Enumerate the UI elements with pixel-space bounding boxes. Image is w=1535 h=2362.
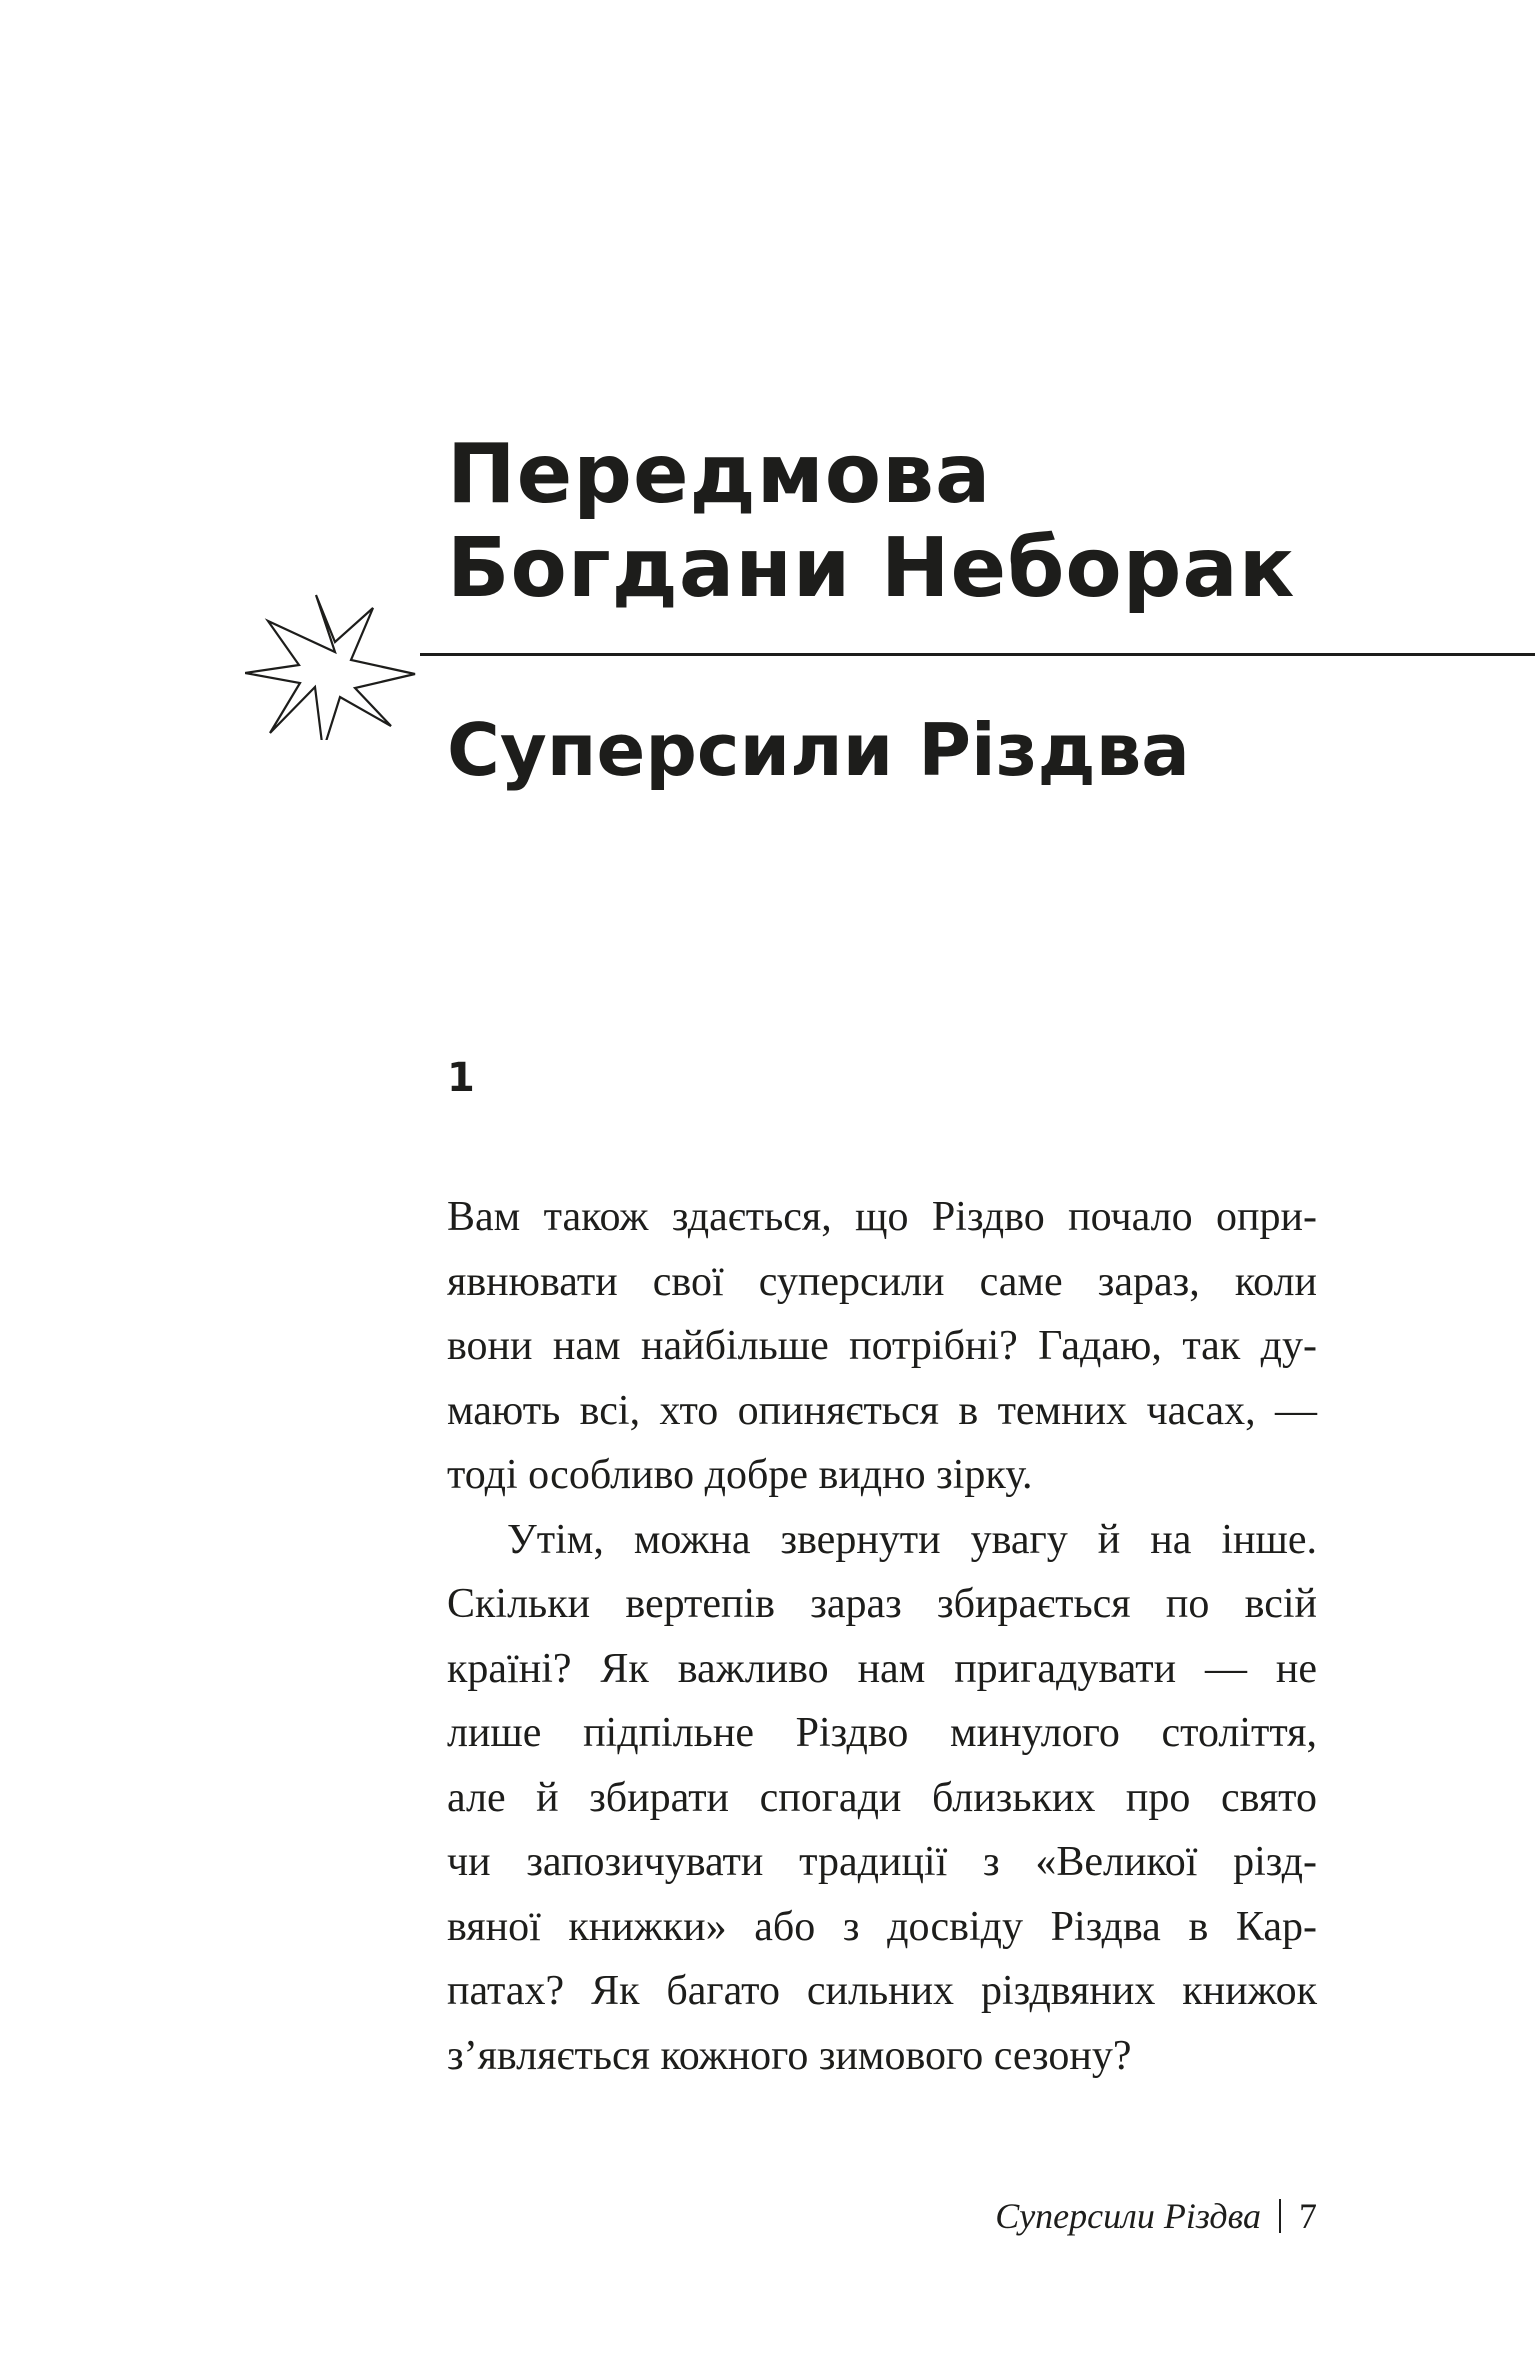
text-line: з’являється кожного зимового сезону? [447,2032,1132,2079]
eight-point-star-icon [245,570,425,740]
text-line: лише підпільне Різдво минулого століття, [447,1710,1317,1756]
chapter-title [447,428,1295,616]
paragraph-1 [447,1185,1317,1508]
text-line: вяної книжки» або з досвіду Різдва в Кар- [447,1903,1317,1950]
text-line: але й збирати спогади близьких про свято [447,1774,1317,1821]
running-title: Суперсили Різдва [995,2196,1261,2236]
text-line: патах? Як багато сильних різдвяних книжок [447,1968,1317,2014]
chapter-title-line-2: Богдани Неборак [447,521,1296,616]
text-line: чи запозичувати традиції з «Великої різд- [447,1839,1317,1885]
page-number: 7 [1299,2196,1317,2236]
chapter-subtitle: Суперсили Різдва [447,708,1190,792]
section-number: 1 [447,1055,475,1101]
page-footer [995,2195,1317,2237]
text-line: мають всі, хто опиняється в темних часах, — [447,1387,1317,1434]
body-text [447,1185,1317,2088]
paragraph-2 [447,1508,1317,2089]
text-line: Скільки вертепів зараз збирається по всій [447,1581,1317,1627]
text-line: вони нам найбільше потрібні? Гадаю, так ду- [447,1323,1317,1369]
text-line: тоді особливо добре видно зірку. [447,1452,1033,1498]
text-line: Вам також здається, що Різдво почало опри- [447,1194,1317,1240]
text-line: країні? Як важливо нам пригадувати — не [447,1645,1317,1692]
text-line: Утім, можна звернути увагу й на інше. [507,1516,1317,1563]
footer-separator [1279,2199,1281,2233]
title-divider [420,653,1535,656]
chapter-title-line-1: Передмова [447,427,992,522]
text-line: явнювати свої суперсили саме зараз, коли [447,1258,1317,1305]
